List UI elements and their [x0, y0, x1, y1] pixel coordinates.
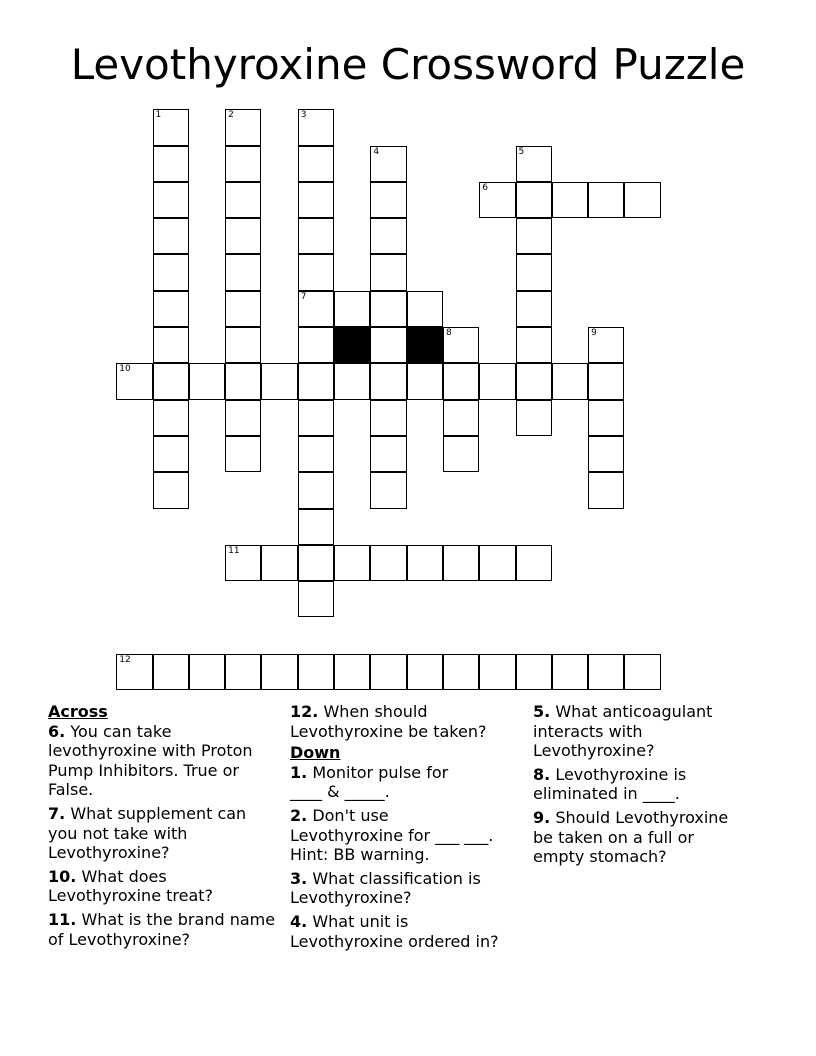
grid-cell[interactable] — [370, 545, 406, 581]
clue-down-3: 3. What classification is Levothyroxine? — [290, 868, 481, 908]
grid-cell[interactable] — [225, 109, 261, 145]
grid-cell[interactable] — [479, 654, 515, 690]
clue-down-9: 9. Should Levothyroxine be taken on a full or empty stomach? — [533, 807, 729, 867]
grid-cell[interactable] — [370, 291, 406, 327]
grid-cell[interactable] — [588, 654, 624, 690]
grid-cell[interactable] — [516, 291, 552, 327]
black-cell — [334, 327, 370, 363]
grid-cell[interactable] — [225, 363, 261, 399]
grid-cell[interactable] — [552, 182, 588, 218]
grid-cell[interactable] — [479, 363, 515, 399]
grid-cell[interactable] — [370, 327, 406, 363]
grid-cell[interactable] — [624, 654, 660, 690]
grid-cell[interactable] — [588, 363, 624, 399]
clue-number: 10 — [119, 364, 131, 375]
clue-across-6: 6. You can take levothyroxine with Proton Pump Inhibitors. True or False. — [48, 721, 253, 800]
grid-cell[interactable] — [153, 363, 189, 399]
grid-cell[interactable] — [225, 436, 261, 472]
grid-cell[interactable] — [370, 436, 406, 472]
grid-cell[interactable] — [443, 400, 479, 436]
grid-cell[interactable] — [298, 509, 334, 545]
grid-cell[interactable] — [370, 182, 406, 218]
grid-cell[interactable] — [153, 146, 189, 182]
grid-cell[interactable] — [225, 327, 261, 363]
grid-cell[interactable] — [443, 327, 479, 363]
clue-down-8: 8. Levothyroxine is eliminated in ____. — [533, 764, 687, 804]
grid-cell[interactable] — [298, 545, 334, 581]
grid-cell[interactable] — [153, 654, 189, 690]
clue-across-10: 10. What does Levothyroxine treat? — [48, 866, 214, 906]
grid-cell[interactable] — [588, 182, 624, 218]
clue-number: 9 — [591, 328, 597, 339]
clue-number: 8 — [445, 328, 452, 339]
grid-cell[interactable] — [516, 218, 552, 254]
grid-cell[interactable] — [298, 472, 334, 508]
grid-cell[interactable] — [370, 218, 406, 254]
clue-down-1: 1. Monitor pulse for ____ & _____. — [290, 762, 449, 802]
grid-cell[interactable] — [153, 327, 189, 363]
grid-cell[interactable] — [153, 254, 189, 290]
grid-cell[interactable] — [479, 182, 515, 218]
grid-cell[interactable] — [116, 654, 152, 690]
clue-number: 3 — [300, 110, 307, 121]
grid-cell[interactable] — [298, 436, 334, 472]
grid-cell[interactable] — [516, 545, 552, 581]
grid-cell[interactable] — [407, 545, 443, 581]
grid-cell[interactable] — [225, 182, 261, 218]
grid-cell[interactable] — [334, 291, 370, 327]
grid-cell[interactable] — [225, 545, 261, 581]
clue-down-2: 2. Don't use Levothyroxine for ___ ___. Hint: BB warning. — [290, 805, 494, 865]
grid-cell[interactable] — [516, 254, 552, 290]
grid-cell[interactable] — [153, 400, 189, 436]
grid-cell[interactable] — [334, 654, 370, 690]
clue-across-7: 7. What supplement can you not take with Levothyroxine? — [48, 803, 247, 863]
grid-cell[interactable] — [370, 254, 406, 290]
clue-across-12: 12. When should Levothyroxine be taken? — [290, 702, 487, 741]
grid-cell[interactable] — [298, 400, 334, 436]
grid-cell[interactable] — [334, 363, 370, 399]
grid-cell[interactable] — [588, 400, 624, 436]
grid-cell[interactable] — [624, 182, 660, 218]
black-cell — [407, 327, 443, 363]
grid-cell[interactable] — [552, 363, 588, 399]
grid-cell[interactable] — [298, 581, 334, 617]
clue-number: 11 — [228, 545, 240, 556]
grid-cell[interactable] — [516, 400, 552, 436]
grid-cell[interactable] — [153, 182, 189, 218]
grid-cell[interactable] — [516, 327, 552, 363]
grid-cell[interactable] — [298, 182, 334, 218]
grid-cell[interactable] — [298, 654, 334, 690]
grid-cell[interactable] — [334, 545, 370, 581]
grid-cell[interactable] — [153, 472, 189, 508]
grid-cell[interactable] — [225, 400, 261, 436]
grid-cell[interactable] — [552, 654, 588, 690]
clues-column-2 — [290, 702, 525, 955]
clue-number: 6 — [482, 182, 488, 193]
grid-cell[interactable] — [153, 436, 189, 472]
grid-cell[interactable] — [225, 218, 261, 254]
grid-cell[interactable] — [588, 436, 624, 472]
clues-column-1 — [48, 702, 283, 953]
grid-cell[interactable] — [516, 654, 552, 690]
grid-cell[interactable] — [189, 363, 225, 399]
down-heading: Down — [290, 743, 341, 763]
grid-cell[interactable] — [298, 363, 334, 399]
clue-number: 7 — [300, 291, 307, 302]
grid-cell[interactable] — [479, 545, 515, 581]
grid-cell[interactable] — [189, 654, 225, 690]
clue-number: 1 — [155, 110, 162, 121]
clue-down-5: 5. What anticoagulant interacts with Levothyroxine? — [533, 702, 713, 761]
clue-down-4: 4. What unit is Levothyroxine ordered in? — [290, 911, 499, 951]
grid-cell[interactable] — [298, 291, 334, 327]
grid-cell[interactable] — [225, 146, 261, 182]
grid-cell[interactable] — [298, 146, 334, 182]
grid-cell[interactable] — [298, 109, 334, 145]
grid-cell[interactable] — [443, 654, 479, 690]
clue-number: 12 — [119, 654, 131, 665]
grid-cell[interactable] — [443, 436, 479, 472]
clue-number: 5 — [518, 146, 525, 157]
grid-cell[interactable] — [370, 472, 406, 508]
clue-across-11: 11. What is the brand name of Levothyroxine? — [48, 909, 276, 949]
clues-column-3 — [533, 702, 748, 871]
grid-cell[interactable] — [225, 291, 261, 327]
grid-cell[interactable] — [516, 146, 552, 182]
grid-cell[interactable] — [443, 363, 479, 399]
grid-cell[interactable] — [153, 109, 189, 145]
grid-cell[interactable] — [407, 654, 443, 690]
clue-number: 2 — [228, 110, 234, 121]
grid-cell[interactable] — [407, 363, 443, 399]
grid-cell[interactable] — [116, 363, 152, 399]
grid-cell[interactable] — [298, 254, 334, 290]
grid-cell[interactable] — [370, 400, 406, 436]
grid-cell[interactable] — [261, 654, 297, 690]
grid-cell[interactable] — [153, 291, 189, 327]
clue-number: 4 — [373, 146, 380, 157]
grid-cell[interactable] — [225, 654, 261, 690]
across-heading: Across — [48, 702, 108, 721]
grid-cell[interactable] — [516, 182, 552, 218]
grid-cell[interactable] — [588, 472, 624, 508]
grid-cell[interactable] — [370, 654, 406, 690]
grid-cell[interactable] — [370, 363, 406, 399]
grid-cell[interactable] — [407, 291, 443, 327]
grid-cell[interactable] — [443, 545, 479, 581]
grid-cell[interactable] — [225, 254, 261, 290]
grid-cell[interactable] — [298, 218, 334, 254]
page-title: Levothyroxine Crossword Puzzle — [70, 40, 746, 89]
grid-cell[interactable] — [588, 327, 624, 363]
grid-cell[interactable] — [261, 545, 297, 581]
grid-cell[interactable] — [298, 327, 334, 363]
grid-cell[interactable] — [261, 363, 297, 399]
grid-cell[interactable] — [516, 363, 552, 399]
grid-cell[interactable] — [153, 218, 189, 254]
grid-cell[interactable] — [370, 146, 406, 182]
